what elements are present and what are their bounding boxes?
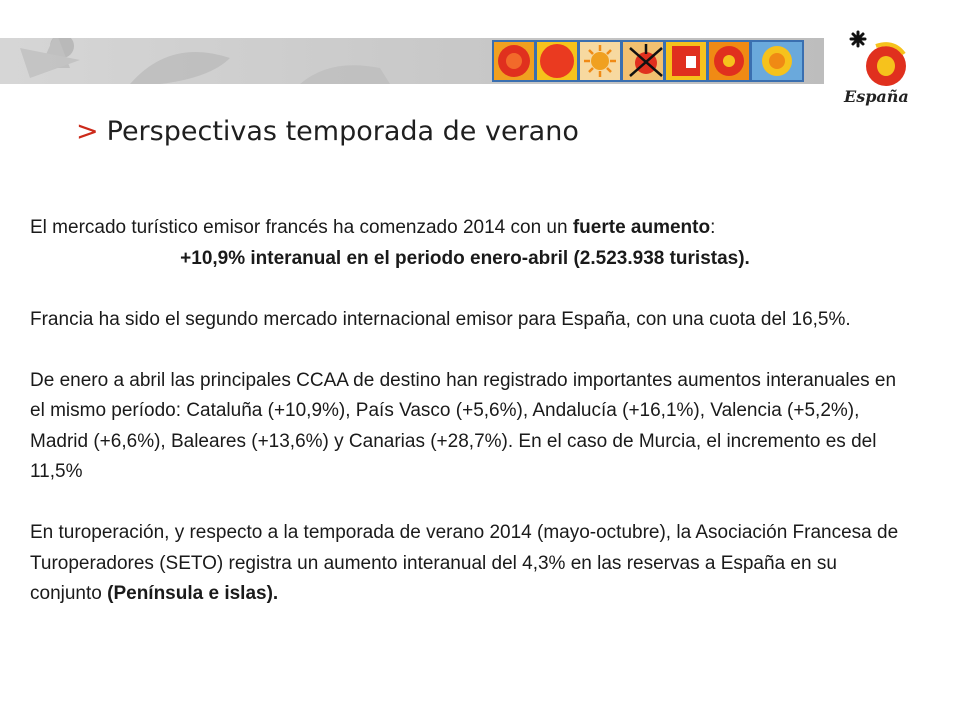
- p1-post: :: [710, 217, 716, 238]
- paragraph-market-growth: [30, 213, 900, 244]
- title-text: Perspectivas temporada de verano: [106, 116, 579, 147]
- sun-rays-icon: [580, 42, 620, 80]
- body-content: [30, 213, 900, 640]
- logo-star-icon: [851, 32, 865, 46]
- spain-logo: [836, 22, 926, 112]
- page-title: [76, 116, 579, 147]
- sun-blue-frame-icon: [752, 42, 802, 80]
- p4-bold: (Península e islas).: [107, 583, 279, 604]
- paragraph-regions: De enero a abril las principales CCAA de destino han registrado importantes aumentos interanuales en el mismo período: Cataluña (+10,9%), País Vasco (+5,6%), Andalucía (+16,1%), Valencia (+5,2%), Madrid (+6,6%), Baleares (+13,6%) y Canarias (+28,7%). En el caso de Murcia, el incremento es del 11,5%: [30, 369, 897, 482]
- sun-circle-dotted-icon: [709, 42, 749, 80]
- sun-circle-icon: [537, 42, 577, 80]
- header-banner: [0, 38, 824, 84]
- growth-highlight: +10,9% interanual en el periodo enero-abril (2.523.938 turistas).: [180, 247, 750, 269]
- tile-strip: [492, 40, 804, 82]
- paragraph-tour-operators: [30, 518, 900, 610]
- star-sun-icon: [623, 42, 663, 80]
- p1-bold: fuerte aumento: [572, 217, 711, 238]
- logo-wordmark: España: [844, 87, 909, 106]
- p4-text: En turoperación, y respecto a la temporada de verano 2014 (mayo-octubre), la Asociación Francesa de Turoperadores (SETO) registra un aumento interanual del 4,3% en las reservas a España en su conjunto: [30, 522, 899, 604]
- p1-text: El mercado turístico emisor francés ha comenzado 2014 con un: [30, 217, 573, 238]
- title-marker: >: [76, 116, 99, 147]
- paragraph-market-share: Francia ha sido el segundo mercado internacional emisor para España, con una cuota del 16,5%.: [30, 308, 851, 330]
- sun-swirl-icon: [494, 42, 534, 80]
- sun-square-icon: [666, 42, 706, 80]
